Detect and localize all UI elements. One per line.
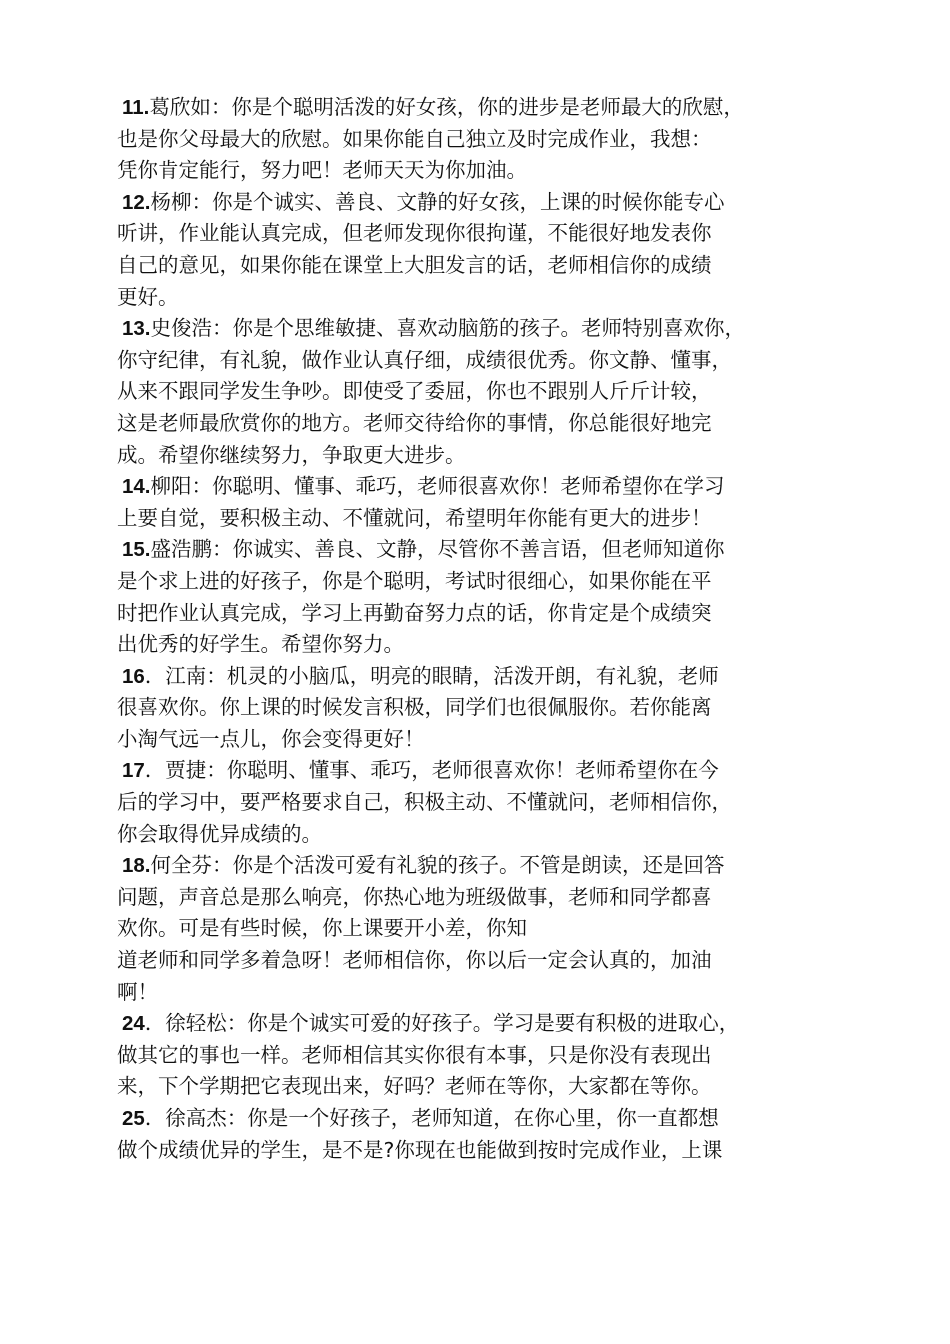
comment-number: 18. xyxy=(122,854,151,878)
comment-text: 自己的意见，如果你能在课堂上大胆发言的话，老师相信你的成绩 xyxy=(117,252,712,277)
paragraph-line xyxy=(117,471,847,503)
paragraph-line xyxy=(117,913,847,945)
comment-text: ．徐高杰：你是一个好孩子，老师知道，在你心里，你一直都想 xyxy=(144,1106,719,1130)
paragraph-line xyxy=(117,282,847,314)
paragraph-line xyxy=(117,376,847,408)
comment-text: 更好。 xyxy=(117,284,179,309)
paragraph-line xyxy=(117,566,847,598)
comment-number: 25 xyxy=(122,1107,145,1130)
comment-text: 上要自觉，要积极主动、不懂就问，希望明年你能有更大的进步！ xyxy=(117,505,712,530)
comment-text: 后的学习中，要严格要求自己，积极主动、不懂就问，老师相信你， xyxy=(117,790,732,815)
comment-text: 史俊浩：你是个思维敏捷、喜欢动脑筋的孩子。老师特别喜欢你， xyxy=(150,316,745,341)
comment-text: 你守纪律，有礼貌，做作业认真仔细，成绩很优秀。你文静、懂事， xyxy=(117,347,732,372)
comment-number: 14. xyxy=(122,475,151,499)
comment-text: 是个求上进的好孩子，你是个聪明，考试时很细心，如果你能在平 xyxy=(117,568,712,593)
comments-text-block xyxy=(117,92,847,1166)
comment-text: 做其它的事也一样。老师相信其实你很有本事，只是你没有表现出 xyxy=(117,1042,712,1067)
comment-number: 15. xyxy=(122,538,151,562)
student-comment-paragraph xyxy=(117,755,847,850)
comment-text: 何全芬：你是个活泼可爱有礼貌的孩子。不管是朗读，还是回答 xyxy=(150,853,725,878)
paragraph-line xyxy=(117,92,847,124)
paragraph-line xyxy=(117,124,847,156)
student-comment-paragraph xyxy=(117,313,847,471)
comment-text: 来，下个学期把它表现出来，好吗？老师在等你，大家都在等你。 xyxy=(117,1074,712,1099)
paragraph-line xyxy=(117,724,847,756)
student-comment-paragraph xyxy=(117,1008,847,1103)
comment-number: 12. xyxy=(122,190,151,214)
comment-text: 也是你父母最大的欣慰。如果你能自己独立及时完成作业，我想： xyxy=(117,126,712,151)
student-comment-paragraph xyxy=(117,1103,847,1166)
paragraph-line xyxy=(117,218,847,250)
comment-text: 这是老师最欣赏你的地方。老师交待给你的事情，你总能很好地完 xyxy=(117,410,712,435)
paragraph-line xyxy=(117,977,847,1009)
paragraph-line xyxy=(117,503,847,535)
paragraph-line xyxy=(117,1071,847,1103)
comment-text: ．贾捷：你聪明、懂事、乖巧，老师很喜欢你！老师希望你在今 xyxy=(144,758,719,783)
paragraph-line xyxy=(117,945,847,977)
comment-text: 道老师和同学多着急呀！老师相信你，你以后一定会认真的，加油 xyxy=(117,948,712,973)
student-comment-paragraph xyxy=(117,661,847,756)
student-comment-paragraph xyxy=(117,187,847,313)
student-comment-paragraph xyxy=(117,92,847,187)
student-comment-paragraph xyxy=(117,850,847,1008)
paragraph-line xyxy=(117,850,847,882)
comment-text: 欢你。可是有些时候，你上课要开小差，你知 xyxy=(117,916,527,941)
comment-text: 小淘气远一点儿，你会变得更好！ xyxy=(117,726,425,751)
paragraph-line xyxy=(117,1103,847,1135)
paragraph-line xyxy=(117,819,847,851)
comment-text: 葛欣如：你是个聪明活泼的好女孩，你的进步是老师最大的欣慰， xyxy=(149,95,744,119)
paragraph-line xyxy=(117,629,847,661)
comment-text: 盛浩鹏：你诚实、善良、文静，尽管你不善言语，但老师知道你 xyxy=(150,537,725,562)
paragraph-line xyxy=(117,755,847,787)
paragraph-line xyxy=(117,345,847,377)
comment-text: 出优秀的好学生。希望你努力。 xyxy=(117,632,404,657)
comment-number: 16 xyxy=(122,664,145,688)
paragraph-line xyxy=(117,440,847,472)
comment-text: ．江南：机灵的小脑瓜，明亮的眼睛，活泼开朗，有礼貌，老师 xyxy=(144,663,719,688)
paragraph-line xyxy=(117,534,847,566)
paragraph-line xyxy=(117,787,847,819)
student-comment-paragraph xyxy=(117,534,847,660)
comment-text: 成。希望你继续努力，争取更大进步。 xyxy=(117,442,466,467)
student-comment-paragraph xyxy=(117,471,847,534)
paragraph-line xyxy=(117,661,847,693)
comment-number: 13. xyxy=(122,317,151,341)
comment-text: 问题，声音总是那么响亮，你热心地为班级做事，老师和同学都喜 xyxy=(117,884,712,909)
comment-number: 17 xyxy=(122,759,145,783)
comment-number: 24 xyxy=(122,1012,145,1036)
comment-text: 听讲，作业能认真完成，但老师发现你很拘谨，不能很好地发表你 xyxy=(117,221,712,246)
paragraph-line xyxy=(117,692,847,724)
comment-text: 很喜欢你。你上课的时候发言积极，同学们也很佩服你。若你能离 xyxy=(117,695,712,720)
paragraph-line xyxy=(117,250,847,282)
paragraph-line xyxy=(117,1008,847,1040)
paragraph-line xyxy=(117,408,847,440)
paragraph-line xyxy=(117,598,847,630)
comment-text: 你会取得优异成绩的。 xyxy=(117,821,322,846)
comment-text: 凭你肯定能行，努力吧！老师天天为你加油。 xyxy=(117,158,527,183)
paragraph-line xyxy=(117,1135,847,1167)
comment-text: 做个成绩优异的学生，是不是?你现在也能做到按时完成作业，上课 xyxy=(117,1137,723,1162)
paragraph-line xyxy=(117,1040,847,1072)
comment-text: ．徐轻松：你是个诚实可爱的好孩子。学习是要有积极的进取心， xyxy=(144,1011,740,1036)
comment-text: 时把作业认真完成，学习上再勤奋努力点的话，你肯定是个成绩突 xyxy=(117,600,712,625)
comment-text: 啊！ xyxy=(117,979,158,1004)
paragraph-line xyxy=(117,187,847,219)
comment-text: 杨柳：你是个诚实、善良、文静的好女孩，上课的时候你能专心 xyxy=(150,189,725,214)
comment-text: 从来不跟同学发生争吵。即使受了委屈，你也不跟别人斤斤计较， xyxy=(117,379,712,404)
comment-number: 11. xyxy=(122,96,150,119)
paragraph-line xyxy=(117,155,847,187)
paragraph-line xyxy=(117,882,847,914)
comment-text: 柳阳：你聪明、懂事、乖巧，老师很喜欢你！老师希望你在学习 xyxy=(150,474,725,499)
paragraph-line xyxy=(117,313,847,345)
